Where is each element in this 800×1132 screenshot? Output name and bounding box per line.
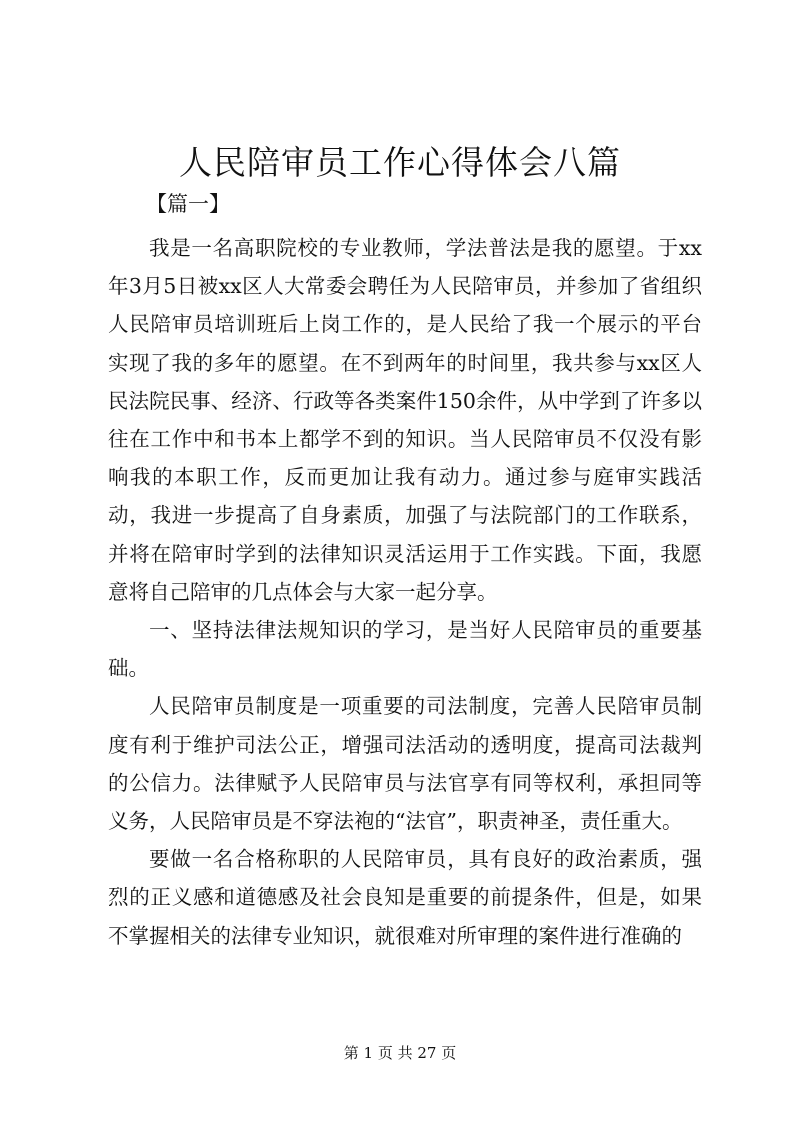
paragraph-heading-one: 一、坚持法律法规知识的学习，是当好人民陪审员的重要基础。: [108, 618, 702, 681]
page-number-footer: 第 1 页 共 27 页: [343, 1044, 457, 1062]
paragraph-intro: 我是一名高职院校的专业教师，学法普法是我的愿望。于xx年3月5日被xx区人大常委会聘任为人民陪审员，并参加了省组织人民陪审员培训班后上岗工作的，是人民给了我一个展示的平台实现了我的多年的愿望。在不到两年的时间里，我共参与xx区人民法院民事、经济、行政等各类案件150余件，从中学到了许多以往在工作中和书本上都学不到的知识。当人民陪审员不仅没有影响我的本职工作，反而更加让我有动力。通过参与庭审实践活动，我进一步提高了自身素质，加强了与法院部门的工作联系，并将在陪审时学到的法律知识灵活运用于工作实践。下面，我愿意将自己陪审的几点体会与大家一起分享。: [108, 236, 702, 604]
paragraph-qualified-juror: 要做一名合格称职的人民陪审员，具有良好的政治素质，强烈的正义感和道德感及社会良知是重要的前提条件，但是，如果不掌握相关的法律专业知识，就很难对所审理的案件进行准确的: [108, 847, 702, 948]
document-body: [108, 229, 702, 955]
document-title: 人民陪审员工作心得体会八篇: [179, 143, 621, 182]
section-label: 【篇一】: [146, 192, 230, 216]
paragraph-jury-system: 人民陪审员制度是一项重要的司法制度，完善人民陪审员制度有利于维护司法公正，增强司法活动的透明度，提高司法裁判的公信力。法律赋予人民陪审员与法官享有同等权利，承担同等义务，人民陪审员是不穿法袍的“法官”，职责神圣，责任重大。: [108, 694, 702, 834]
